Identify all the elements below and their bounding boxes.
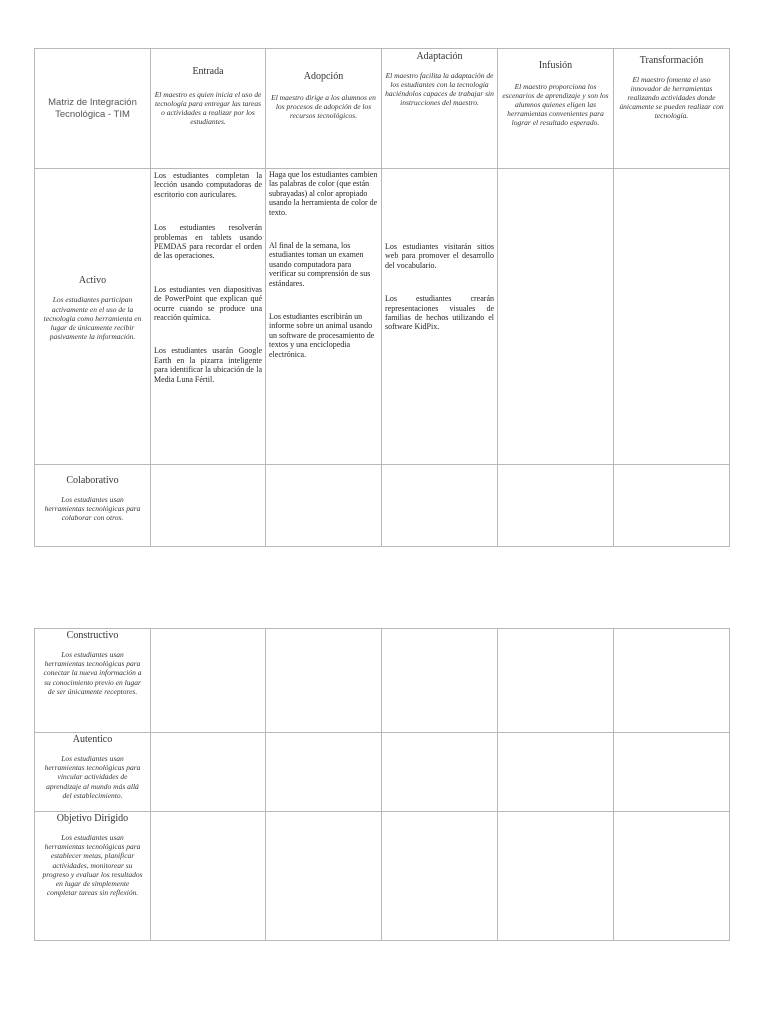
cell-activo-transformacion <box>614 169 730 465</box>
row-description: Los estudiantes participan activamente en el uso de la tecnología como herramienta en lugar de únicamente recibir pasivamente la información. <box>43 295 142 342</box>
activity-text: Los estudiantes crearán representaciones visuales de familias de hechos utilizando el software KidPix. <box>385 294 494 332</box>
cell-colaborativo-infusion <box>498 465 614 547</box>
column-description: El maestro es quien inicia el uso de tecnología para entregar las tareas o actividades a realizar por los estudiantes. <box>154 90 262 126</box>
row-title: Objetivo Dirigido <box>56 813 129 824</box>
cell-constructivo-adaptacion <box>382 629 498 733</box>
header-adaptacion <box>382 49 498 169</box>
cell-objetivo-infusion <box>498 812 614 941</box>
column-title: Entrada <box>192 66 224 77</box>
row-header-constructivo <box>35 629 151 733</box>
activity-text: Los estudiantes completan la lección usando computadoras de escritorio con auriculares. <box>154 171 262 199</box>
row-description: Los estudiantes usan herramientas tecnológicas para establecer metas, planificar actividades, monitorear su progreso y evaluar los resultados en lugar de simplemente completar tareas sin reflexión. <box>42 833 143 898</box>
cell-constructivo-adopcion <box>266 629 382 733</box>
cell-activo-infusion <box>498 169 614 465</box>
row-colaborativo <box>35 465 730 547</box>
cell-activo-entrada <box>151 169 266 465</box>
cell-activo-adaptacion <box>382 169 498 465</box>
row-title: Constructivo <box>66 630 119 641</box>
cell-constructivo-entrada <box>151 629 266 733</box>
row-activo <box>35 169 730 465</box>
header-adopcion <box>266 49 382 169</box>
row-header-colaborativo <box>35 465 151 547</box>
cell-colaborativo-adopcion <box>266 465 382 547</box>
column-title: Adaptación <box>416 51 463 62</box>
column-description: El maestro facilita la adaptación de los estudiantes con la tecnología haciéndolos capaces de trabajar sin instrucciones del maestro. <box>385 71 494 107</box>
cell-objetivo-adaptacion <box>382 812 498 941</box>
header-transformacion <box>614 49 730 169</box>
matrix-title: Matriz de Integración Tecnológica - TIM <box>35 49 151 169</box>
cell-objetivo-entrada <box>151 812 266 941</box>
row-objetivo-dirigido <box>35 812 730 941</box>
row-description: Los estudiantes usan herramientas tecnológicas para colaborar con otros. <box>44 495 141 523</box>
column-title: Transformación <box>639 55 704 66</box>
column-description: El maestro dirige a los alumnos en los procesos de adopción de los recursos tecnológicos. <box>271 93 376 120</box>
header-entrada <box>151 49 266 169</box>
cell-colaborativo-adaptacion <box>382 465 498 547</box>
cell-objetivo-adopcion <box>266 812 382 941</box>
cell-autentico-infusion <box>498 733 614 812</box>
row-description: Los estudiantes usan herramientas tecnológicas para vincular actividades de aprendizaje al mundo más allá del establecimiento. <box>44 754 141 800</box>
cell-autentico-entrada <box>151 733 266 812</box>
activity-text: Los estudiantes usarán Google Earth en la pizarra inteligente para identificar la ubicación de la Media Luna Fértil. <box>154 346 262 384</box>
column-title: Infusión <box>538 60 573 71</box>
row-title: Colaborativo <box>66 475 119 486</box>
row-autentico <box>35 733 730 812</box>
activity-text: Al final de la semana, los estudiantes toman un examen usando computadora para verificar su comprensión de sus estándares. <box>269 241 371 288</box>
cell-colaborativo-transformacion <box>614 465 730 547</box>
activity-text: Los estudiantes resolverán problemas en tablets usando PEMDAS para recordar el orden de las operaciones. <box>154 223 262 261</box>
column-description: El maestro proporciona los escenarios de aprendizaje y son los alumnos quienes eligen las herramientas convenientes para lograr el resultado esperado. <box>502 82 609 127</box>
tim-matrix-table-bottom <box>34 628 730 941</box>
row-title: Activo <box>78 275 107 287</box>
cell-autentico-transformacion <box>614 733 730 812</box>
row-header-autentico <box>35 733 151 812</box>
activity-text: Los estudiantes ven diapositivas de PowerPoint que explican qué ocurre cuando se produce una reacción química. <box>154 284 262 323</box>
activity-text: Haga que los estudiantes cambien las palabras de color (que están subrayadas) al color apropiado usando la herramienta de color de texto. <box>269 170 378 217</box>
row-title: Autentico <box>72 734 113 745</box>
column-description: El maestro fomenta el uso innovador de herramientas realizando actividades donde únicamente se pueden realizar con tecnología. <box>619 75 724 120</box>
cell-constructivo-infusion <box>498 629 614 733</box>
cell-autentico-adopcion <box>266 733 382 812</box>
header-infusion <box>498 49 614 169</box>
cell-activo-adopcion <box>266 169 382 465</box>
activity-text: Los estudiantes escribirán un informe sobre un animal usando un software de procesamiento de textos y una enciclopedia electrónica. <box>269 312 375 359</box>
row-header-activo <box>35 169 151 465</box>
header-row <box>35 49 730 169</box>
cell-objetivo-transformacion <box>614 812 730 941</box>
row-constructivo <box>35 629 730 733</box>
row-description: Los estudiantes usan herramientas tecnológicas para conectar la nueva información a su conocimiento previo en lugar de ser únicamente receptores. <box>43 650 142 696</box>
cell-constructivo-transformacion <box>614 629 730 733</box>
column-title: Adopción <box>303 71 344 82</box>
row-header-objetivo-dirigido <box>35 812 151 941</box>
cell-colaborativo-entrada <box>151 465 266 547</box>
activity-text: Los estudiantes visitarán sitios web para promover el desarrollo del vocabulario. <box>385 242 494 270</box>
cell-autentico-adaptacion <box>382 733 498 812</box>
tim-matrix-table-top <box>34 48 730 547</box>
